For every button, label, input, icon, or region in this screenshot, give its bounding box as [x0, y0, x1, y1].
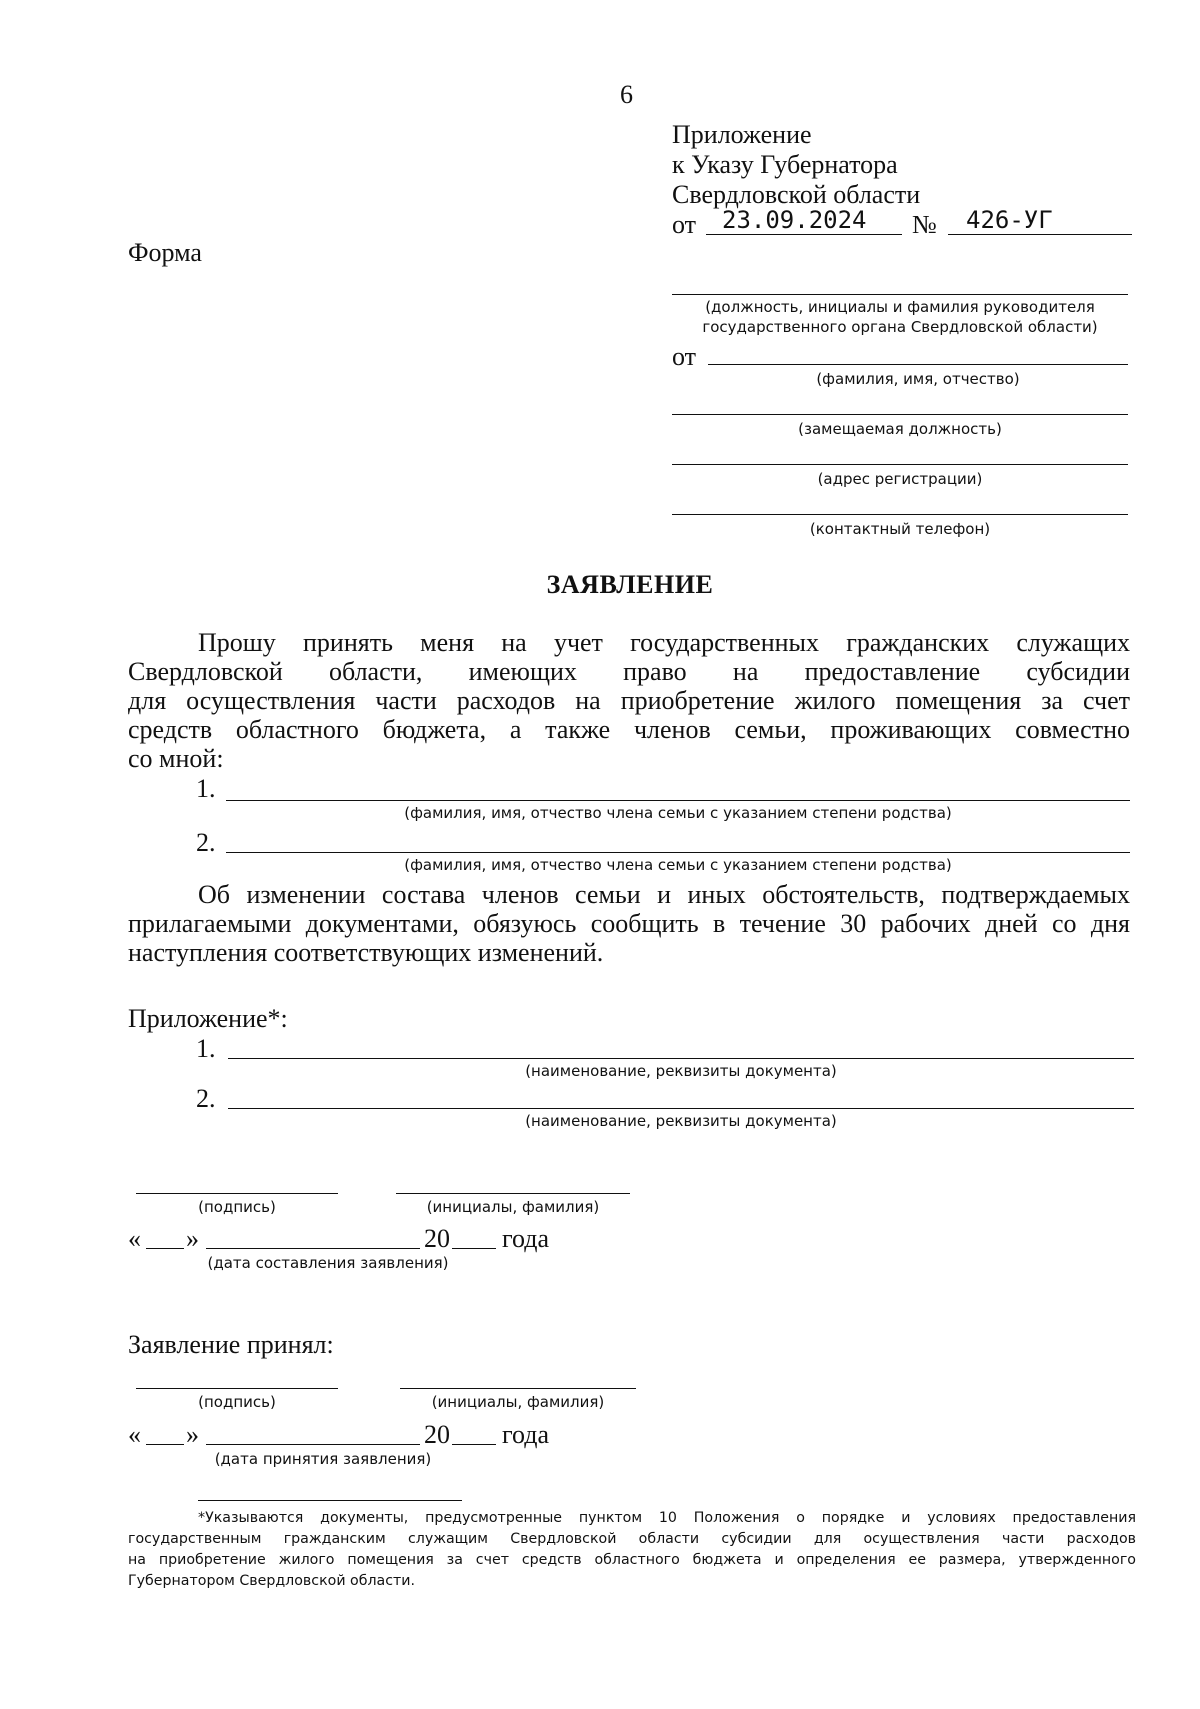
decree-date-line	[706, 234, 902, 235]
appendix-from-label: от	[672, 210, 697, 239]
family-member-1-line	[226, 800, 1130, 801]
decree-number-line	[948, 234, 1132, 235]
body-p2-line-3: наступления соответствующих изменений.	[128, 938, 604, 967]
applicant-initials-line	[396, 1193, 630, 1194]
caption-applicant-name: (фамилия, имя, отчество)	[816, 370, 1020, 388]
body-p2-line-1: Об изменении состава членов семьи и иных обстоятельств, подтверждаемых	[198, 880, 1130, 909]
decree-number: 426-УГ	[966, 206, 1053, 234]
receiver-signature-line	[136, 1388, 338, 1389]
applicant-address-line	[672, 464, 1128, 465]
application-date-year-line	[452, 1248, 496, 1249]
body-p1-line-1: Прошу принять меня на учет государственных гражданских служащих	[198, 628, 1130, 657]
applicant-post-line	[672, 414, 1128, 415]
attachment-2-line	[228, 1108, 1134, 1109]
acceptance-date-quote-open: «	[128, 1420, 141, 1449]
page-number: 6	[620, 80, 633, 109]
footnote-line-4: Губернатором Свердловской области.	[128, 1573, 416, 1589]
caption-receiver-initials: (инициалы, фамилия)	[431, 1393, 605, 1411]
caption-applicant-initials: (инициалы, фамилия)	[426, 1198, 600, 1216]
application-date-quote-close: »	[186, 1224, 199, 1253]
caption-attachment-1: (наименование, реквизиты документа)	[525, 1062, 837, 1080]
appendix-header	[672, 120, 920, 210]
body-p1-line-3: для осуществления части расходов на приобретение жилого помещения за счет	[128, 686, 1130, 715]
caption-attachment-2: (наименование, реквизиты документа)	[525, 1112, 837, 1130]
body-p1-line-2: Свердловской области, имеющих право на предоставление субсидии	[128, 657, 1130, 686]
accepted-label: Заявление принял:	[128, 1330, 334, 1359]
family-member-2-line	[226, 852, 1130, 853]
caption-application-date: (дата составления заявления)	[207, 1254, 449, 1272]
document-title: ЗАЯВЛЕНИЕ	[546, 570, 714, 599]
caption-family-member-2: (фамилия, имя, отчество члена семьи с указанием степени родства)	[404, 856, 952, 874]
decree-date: 23.09.2024	[722, 206, 867, 234]
body-p1-line-4: средств областного бюджета, а также членов семьи, проживающих совместно	[128, 715, 1130, 744]
footnote-line-3: на приобретение жилого помещения за счет средств областного бюджета и определения ее размера, утвержденного	[128, 1552, 1136, 1568]
application-date-year-suffix: года	[502, 1224, 550, 1253]
appendix-line-1: Приложение	[672, 120, 812, 149]
footnote-separator	[198, 1500, 462, 1501]
acceptance-date-year-line	[452, 1444, 496, 1445]
acceptance-date-month-line	[206, 1444, 420, 1445]
addressee-from-label: от	[672, 342, 697, 371]
appendix-line-2: к Указу Губернатора	[672, 150, 898, 179]
caption-acceptance-date: (дата принятия заявления)	[214, 1450, 432, 1468]
applicant-phone-line	[672, 514, 1128, 515]
attachment-2-number: 2.	[196, 1084, 216, 1113]
addressee-position-line	[672, 294, 1128, 295]
acceptance-date-day-line	[146, 1444, 184, 1445]
decree-number-sign: №	[912, 210, 937, 239]
application-date-quote-open: «	[128, 1224, 141, 1253]
applicant-name-line	[708, 364, 1128, 365]
form-label: Форма	[128, 238, 202, 267]
footnote-line-2: государственным гражданским служащим Свердловской области субсидии для осуществления части расходов	[128, 1531, 1136, 1547]
applicant-signature-line	[136, 1193, 338, 1194]
caption-family-member-1: (фамилия, имя, отчество члена семьи с указанием степени родства)	[404, 804, 952, 822]
body-p1-line-5: со мной:	[128, 744, 224, 773]
caption-receiver-signature: (подпись)	[198, 1393, 276, 1411]
receiver-initials-line	[400, 1388, 636, 1389]
appendix-line-3: Свердловской области	[672, 180, 921, 209]
attachment-1-number: 1.	[196, 1034, 216, 1063]
application-date-year-prefix: 20	[424, 1224, 450, 1253]
attachment-1-line	[228, 1058, 1134, 1059]
acceptance-date-year-suffix: года	[502, 1420, 550, 1449]
caption-applicant-phone: (контактный телефон)	[809, 520, 991, 538]
caption-applicant-address: (адрес регистрации)	[817, 470, 983, 488]
family-member-2-number: 2.	[196, 828, 216, 857]
acceptance-date-year-prefix: 20	[424, 1420, 450, 1449]
application-date-month-line	[206, 1248, 420, 1249]
caption-applicant-post: (замещаемая должность)	[798, 420, 1002, 438]
caption-addressee-position-1: (должность, инициалы и фамилия руководителя	[705, 298, 1095, 316]
acceptance-date-quote-close: »	[186, 1420, 199, 1449]
body-p2-line-2: прилагаемыми документами, обязуюсь сообщить в течение 30 рабочих дней со дня	[128, 909, 1130, 938]
attachments-label: Приложение*:	[128, 1004, 288, 1033]
family-member-1-number: 1.	[196, 774, 216, 803]
application-date-day-line	[146, 1248, 184, 1249]
caption-applicant-signature: (подпись)	[198, 1198, 276, 1216]
caption-addressee-position-2: государственного органа Свердловской области)	[702, 318, 1098, 336]
footnote-line-1: *Указываются документы, предусмотренные пунктом 10 Положения о порядке и условиях предоставления	[198, 1510, 1136, 1526]
